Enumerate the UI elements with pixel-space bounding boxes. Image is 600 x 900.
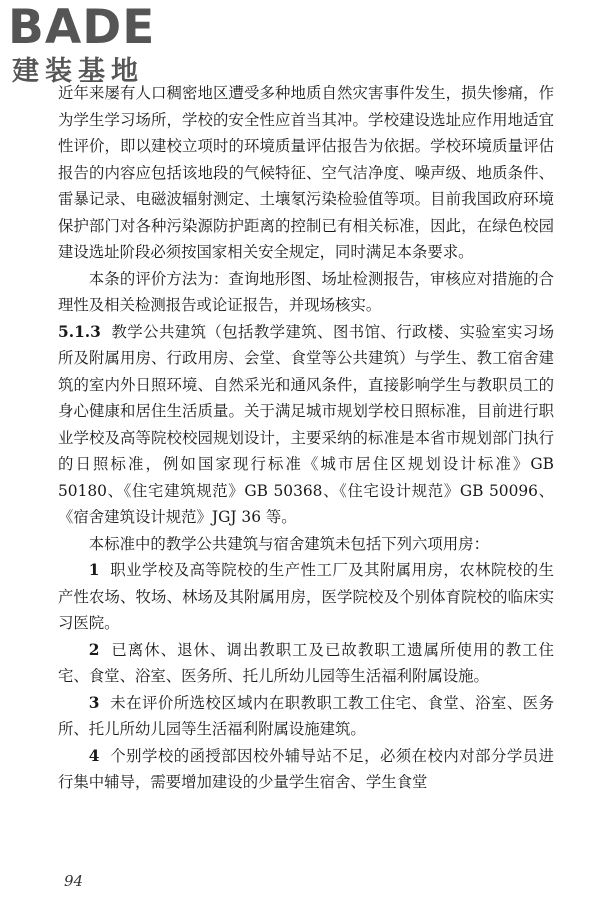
logo-subtitle: 建装基地 xyxy=(12,56,144,87)
paragraph-evaluation-method: 本条的评价方法为：查询地形图、场址检测报告，审核应对措施的合理性及相关检测报告或论证报告，并现场核实。 xyxy=(58,269,554,314)
clause-text: 教学公共建筑（包括教学建筑、图书馆、行政楼、实验室实习场所及附属用房、行政用房、会堂、食堂等公共建筑）与学生、教工宿舍建筑的室内外日照环境、自然采光和通风条件，直接影响学生与教职员工的身心健康和居住生活质量。关于满足城市规划学校日照标准，目前进行职业学校及高等院校校园规划设计，主要采纳的标准是本省市规划部门执行的日照标准，例如国家现行标准《城市居住区规划设计标准》GB 50180、《住宅建筑规范》GB 50368、《住宅设计规范》GB 50096、《宿舍建筑设计规范》JGJ 36 等。 xyxy=(58,322,554,526)
clause-5-1-3 xyxy=(58,319,554,531)
clause-number: 5.1.3 xyxy=(58,322,101,341)
list-item: 4 个别学校的函授部因校外辅导站不足，必须在校内对部分学员进行集中辅导，需要增加建设的少量学生宿舍、学生食堂 xyxy=(58,746,554,791)
paragraph-site-safety: 近年来屡有人口稠密地区遭受多种地质自然灾害事件发生，损失惨痛，作为学生学习场所，学校的安全性应首当其冲。学校建设选址应作用地适宜性评价，即以建校立项时的环境质量评估报告为依据。学校环境质量评估报告的内容应包括该地段的气候特征、空气洁净度、噪声级、地质条件、雷暴记录、电磁波辐射测定、土壤氡污染检验值等项。目前我国政府环境保护部门对各种污染源防护距离的控制已有相关标准，因此，在绿色校园建设选址阶段必须按国家相关安全规定，同时满足本条要求。 xyxy=(58,84,554,261)
list-item: 1 职业学校及高等院校的生产性工厂及其附属用房，农林院校的生产性农场、牧场、林场及其附属用房，医学院校及个别体育院校的临床实习医院。 xyxy=(58,561,554,632)
logo-brand: BADE xyxy=(8,0,156,55)
list-item: 3 未在评价所选校区域内在职教职工教工住宅、食堂、浴室、医务所、托儿所幼儿园等生活福利附属设施建筑。 xyxy=(58,693,554,738)
list-item: 2 已离休、退休、调出教职工及已故教职工遗属所使用的教工住宅、食堂、浴室、医务所、托儿所幼儿园等生活福利附属设施。 xyxy=(58,640,554,685)
paragraph-excluded-rooms: 本标准中的教学公共建筑与宿舍建筑未包括下列六项用房： xyxy=(88,534,489,553)
document-body xyxy=(58,80,554,796)
bade-logo xyxy=(8,0,178,88)
page-number: 94 xyxy=(64,872,84,890)
